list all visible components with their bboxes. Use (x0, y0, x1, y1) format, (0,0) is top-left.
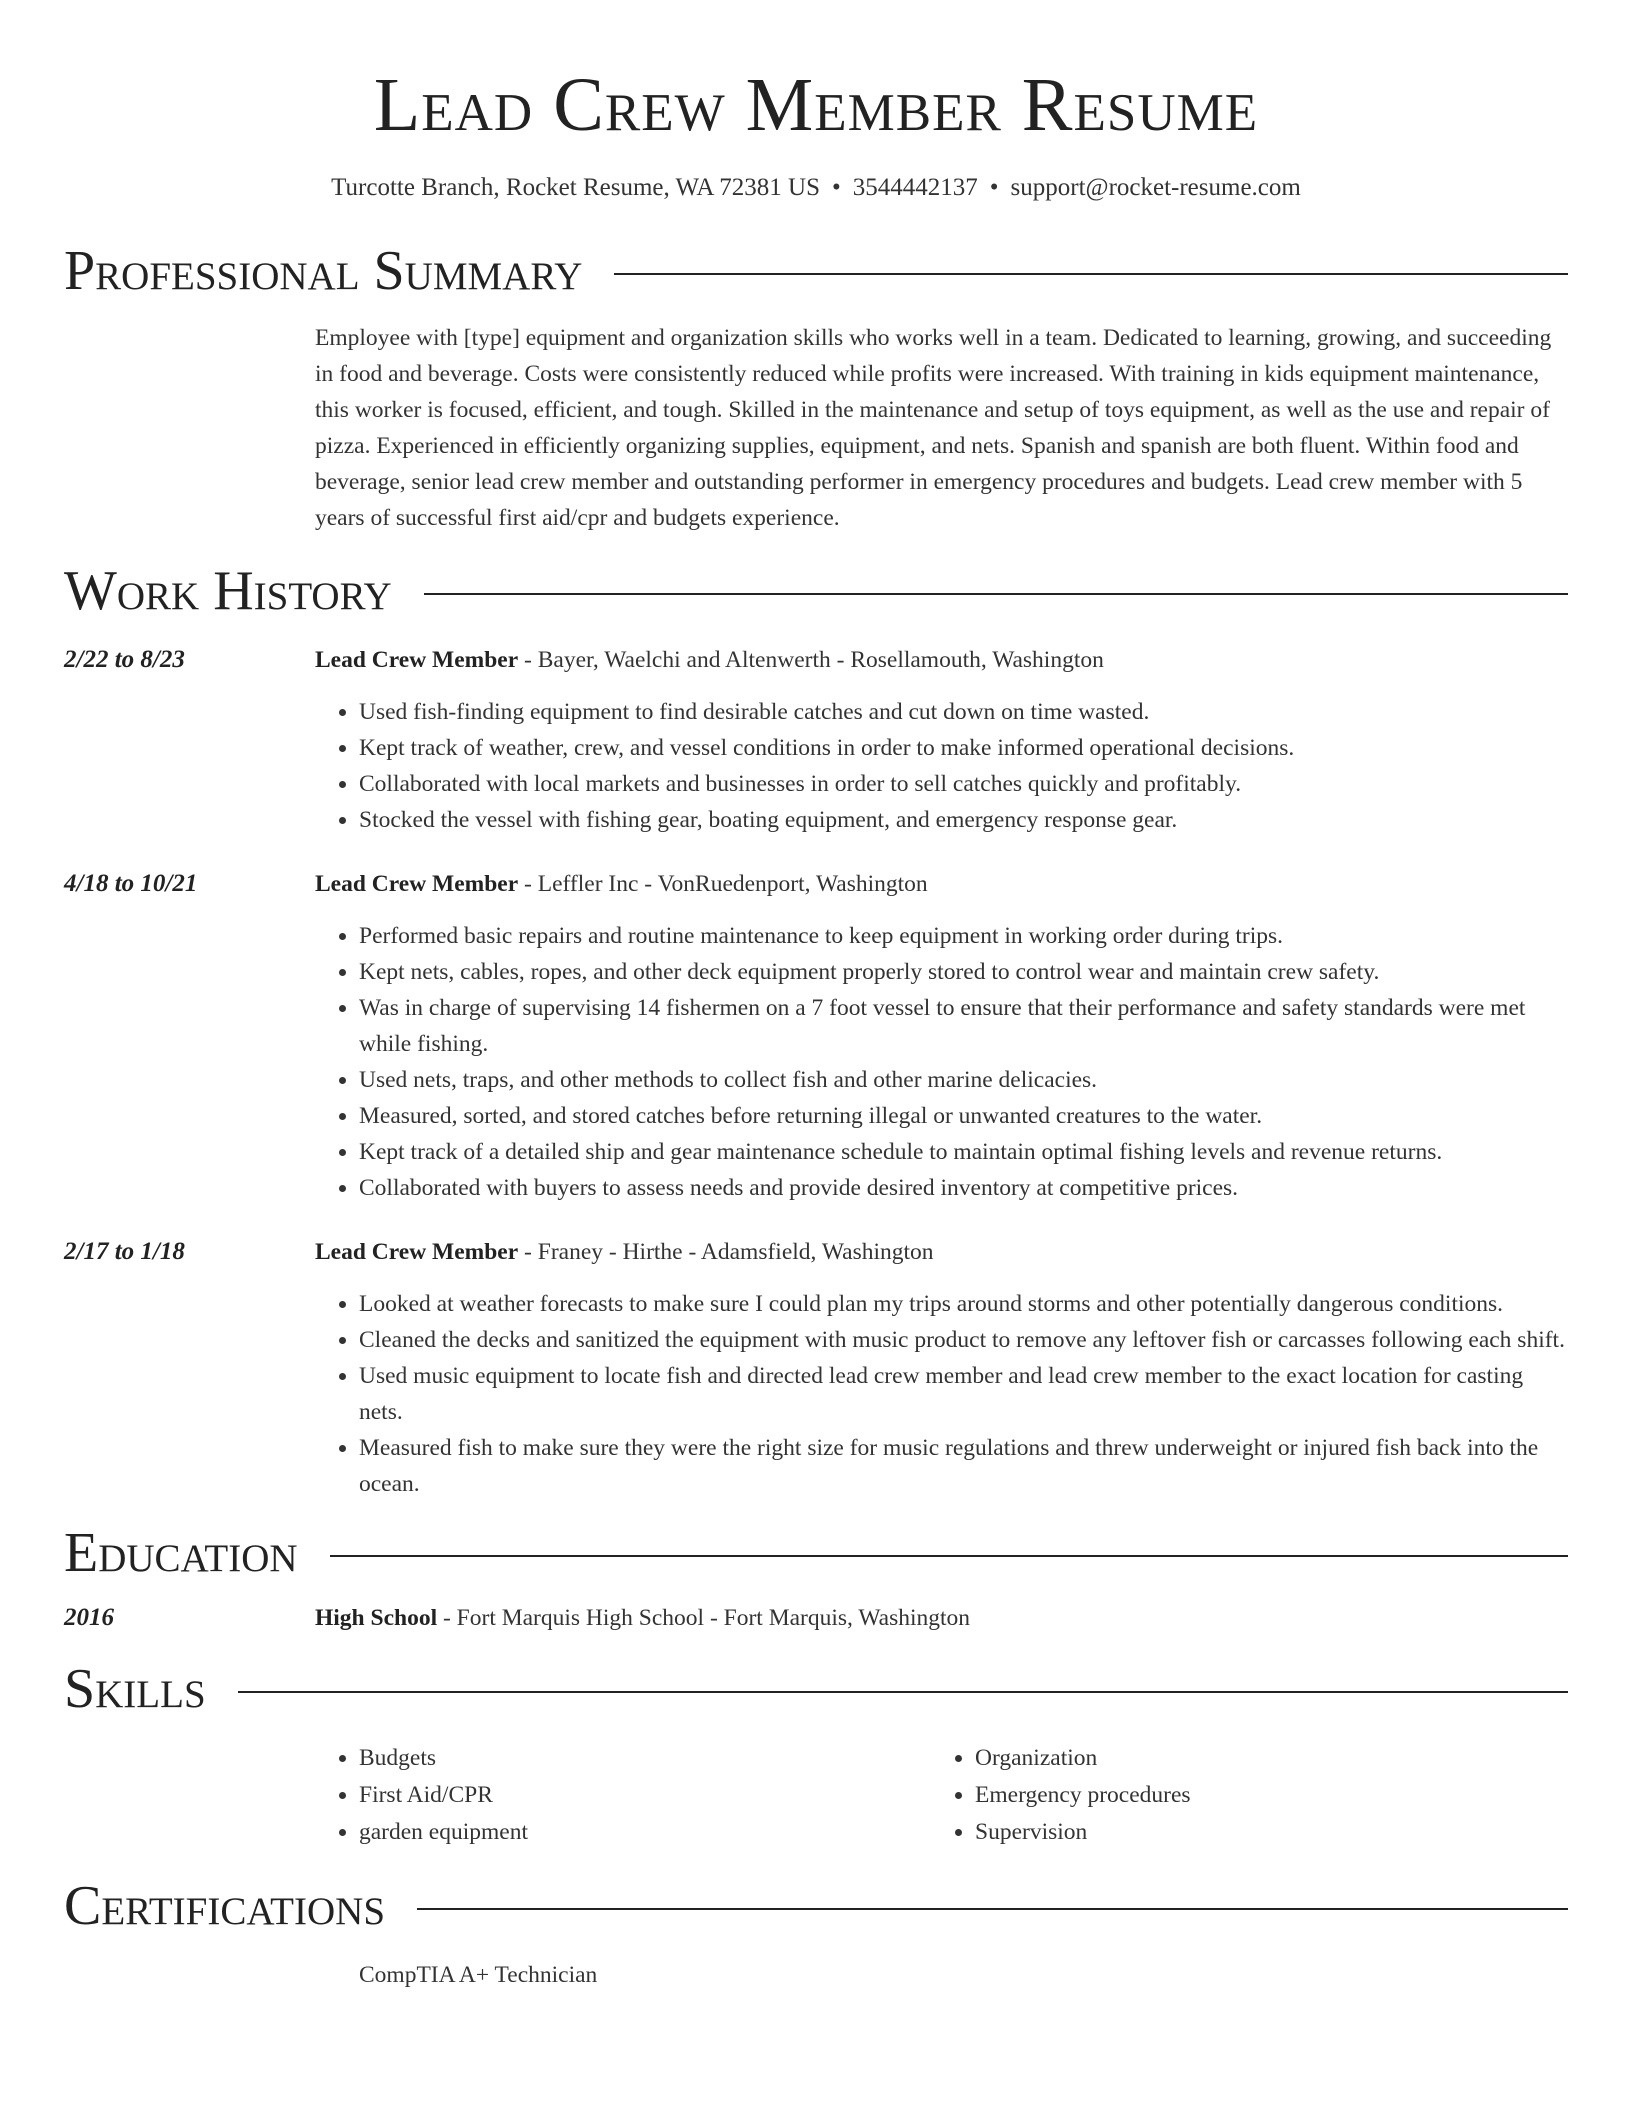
education-year: 2016 (64, 1604, 114, 1631)
skills-column-left (315, 1740, 931, 1851)
list-item: • Used music equipment to locate fish and directed lead crew member and lead crew member to the exact location for casting nets. (359, 1358, 1568, 1430)
contact-phone: 3544442137 (852, 174, 978, 201)
list-item: • Kept nets, cables, ropes, and other deck equipment properly stored to control wear and maintain crew safety. (359, 954, 1568, 990)
skill-item: • First Aid/CPR (359, 1777, 931, 1814)
job-bullets (315, 694, 1568, 838)
skills-grid (315, 1740, 1568, 1851)
job-title: Lead Crew Member (315, 871, 519, 897)
work-heading: Work History (64, 560, 392, 622)
job-employer: - Leffler Inc - VonRuedenport, Washington (518, 871, 928, 897)
list-item: • Looked at weather forecasts to make sure I could plan my trips around storms and other potentially dangerous conditions. (359, 1286, 1568, 1322)
section-divider (330, 1555, 1568, 1557)
certifications-section-header (64, 1873, 1568, 1939)
skill-item: • garden equipment (359, 1814, 931, 1851)
list-item: • Kept track of weather, crew, and vessel conditions in order to make informed operational decisions. (359, 730, 1568, 766)
summary-heading: Professional Summary (64, 240, 583, 302)
job-entry (64, 866, 1568, 1206)
list-item: • Used nets, traps, and other methods to collect fish and other marine delicacies. (359, 1062, 1568, 1098)
education-degree: High School (315, 1605, 438, 1631)
education-heading: Education (64, 1522, 298, 1584)
skill-item: • Supervision (975, 1814, 1568, 1851)
contact-line (64, 172, 1568, 204)
job-dates: 2/17 to 1/18 (64, 1238, 185, 1265)
resume-page (64, 0, 1568, 1993)
job-employer: - Franey - Hirthe - Adamsfield, Washington (518, 1239, 934, 1265)
contact-separator: • (832, 174, 841, 201)
section-divider (417, 1908, 1568, 1910)
skill-item: • Organization (975, 1740, 1568, 1777)
job-bullets (315, 1286, 1568, 1502)
education-school: - Fort Marquis High School - Fort Marquis, Washington (437, 1605, 971, 1631)
list-item: • Measured fish to make sure they were the right size for music regulations and threw underweight or injured fish back into the ocean. (359, 1430, 1568, 1502)
contact-address: Turcotte Branch, Rocket Resume, WA 72381 US (331, 174, 821, 201)
section-divider (614, 273, 1568, 275)
list-item: • Used fish-finding equipment to find desirable catches and cut down on time wasted. (359, 694, 1568, 730)
certifications-heading: Certifications (64, 1875, 386, 1937)
skills-column-right (931, 1740, 1568, 1851)
job-title: Lead Crew Member (315, 647, 519, 673)
list-item: • Measured, sorted, and stored catches before returning illegal or unwanted creatures to the water. (359, 1098, 1568, 1134)
education-section-header (64, 1520, 1568, 1586)
list-item: • Collaborated with buyers to assess needs and provide desired inventory at competitive prices. (359, 1170, 1568, 1206)
job-employer: - Bayer, Waelchi and Altenwerth - Rosellamouth, Washington (518, 647, 1104, 673)
list-item: • Cleaned the decks and sanitized the equipment with music product to remove any leftover fish or carcasses following each shift. (359, 1322, 1568, 1358)
certification-item: CompTIA A+ Technician (359, 1962, 598, 1988)
section-divider (238, 1691, 1568, 1693)
summary-text: Employee with [type] equipment and organization skills who works well in a team. Dedicated to learning, growing, and succeeding in food and beverage. Costs were consistently reduced while profits were increased. With training in kids equipment maintenance, this worker is focused, efficient, and tough. Skilled in the maintenance and setup of toys equipment, as well as the use and repair of pizza. Experienced in efficiently organizing supplies, equipment, and nets. Spanish and spanish are both fluent. Within food and beverage, senior lead crew member and outstanding performer in emergency procedures and budgets. Lead crew member with 5 years of successful first aid/cpr and budgets experience. (315, 325, 1552, 531)
section-divider (424, 593, 1568, 595)
certifications-row (64, 1939, 1568, 1993)
education-entry (64, 1600, 1568, 1636)
job-header (315, 1234, 1568, 1270)
job-entry (64, 1234, 1568, 1502)
job-dates: 4/18 to 10/21 (64, 870, 198, 897)
job-entry (64, 642, 1568, 838)
certifications-list (315, 1957, 1568, 1993)
skills-section-header (64, 1656, 1568, 1722)
list-item: • Was in charge of supervising 14 fishermen on a 7 foot vessel to ensure that their performance and safety standards were met while fishing. (359, 990, 1568, 1062)
contact-email: support@rocket-resume.com (1010, 174, 1301, 201)
skills-heading: Skills (64, 1658, 206, 1720)
job-header (315, 866, 1568, 902)
skills-row (64, 1722, 1568, 1851)
list-item: • Performed basic repairs and routine maintenance to keep equipment in working order during trips. (359, 918, 1568, 954)
summary-section-header (64, 238, 1568, 304)
job-dates: 2/22 to 8/23 (64, 646, 185, 673)
skill-item: • Budgets (359, 1740, 931, 1777)
job-header (315, 642, 1568, 678)
job-title: Lead Crew Member (315, 1239, 519, 1265)
summary-row (64, 320, 1568, 536)
contact-separator: • (989, 174, 999, 201)
job-bullets (315, 918, 1568, 1206)
work-section-header (64, 558, 1568, 624)
resume-title: Lead Crew Member Resume (373, 63, 1259, 147)
list-item: • Kept track of a detailed ship and gear maintenance schedule to maintain optimal fishing levels and revenue returns. (359, 1134, 1568, 1170)
list-item: • Stocked the vessel with fishing gear, boating equipment, and emergency response gear. (359, 802, 1568, 838)
list-item: • Collaborated with local markets and businesses in order to sell catches quickly and profitably. (359, 766, 1568, 802)
skill-item: • Emergency procedures (975, 1777, 1568, 1814)
